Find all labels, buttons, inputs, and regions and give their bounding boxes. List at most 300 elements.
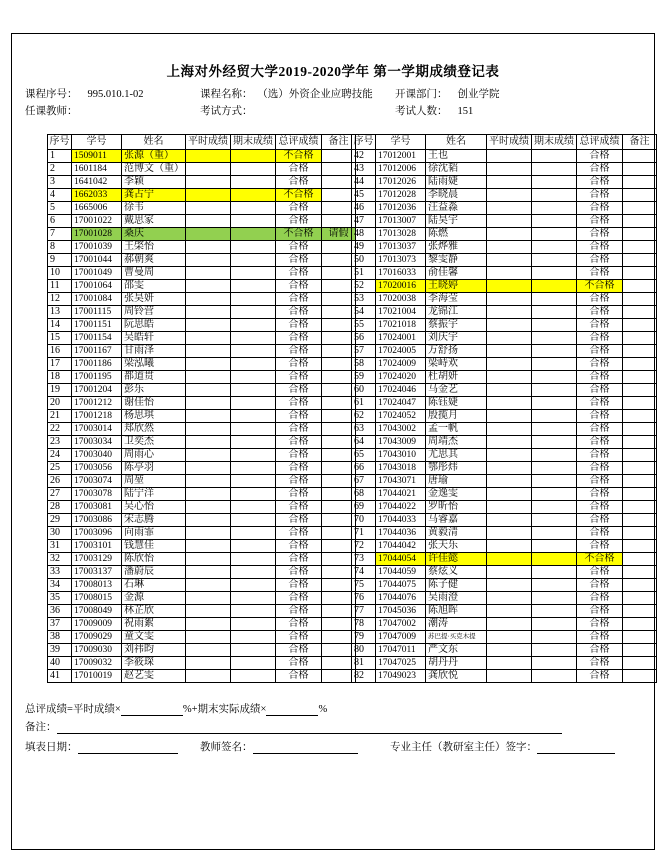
cell-note bbox=[623, 241, 657, 254]
cell-total-score: 合格 bbox=[276, 462, 322, 475]
cell-index: 21 bbox=[48, 410, 72, 423]
cell-student-name: 许佳懿 bbox=[426, 553, 487, 566]
table-row bbox=[48, 267, 356, 280]
cell-regular-score bbox=[487, 176, 532, 189]
cell-index: 49 bbox=[352, 241, 376, 254]
cell-student-name: 周靖杰 bbox=[426, 436, 487, 449]
cell-index: 51 bbox=[352, 267, 376, 280]
cell-total-score: 合格 bbox=[276, 670, 322, 683]
cell-index: 8 bbox=[48, 241, 72, 254]
cell-index: 79 bbox=[352, 631, 376, 644]
cell-index: 1 bbox=[48, 150, 72, 163]
cell-student-id: 17021018 bbox=[376, 319, 426, 332]
cell-regular-score bbox=[186, 657, 231, 670]
cell-final-score bbox=[231, 449, 276, 462]
cell-student-id: 1662033 bbox=[72, 189, 122, 202]
cell-final-score bbox=[231, 514, 276, 527]
table-row bbox=[352, 579, 657, 592]
cell-note bbox=[623, 293, 657, 306]
cell-student-id: 17003078 bbox=[72, 488, 122, 501]
cell-index: 68 bbox=[352, 488, 376, 501]
cell-student-id: 17024052 bbox=[376, 410, 426, 423]
cell-student-name: 陆昊宇 bbox=[426, 215, 487, 228]
table-row bbox=[352, 553, 657, 566]
cell-final-score bbox=[231, 150, 276, 163]
cell-index: 28 bbox=[48, 501, 72, 514]
cell-regular-score bbox=[186, 215, 231, 228]
cell-total-score: 合格 bbox=[276, 202, 322, 215]
fill-date-field bbox=[25, 739, 178, 754]
teacher-field bbox=[25, 103, 88, 118]
table-row bbox=[48, 410, 356, 423]
cell-index: 80 bbox=[352, 644, 376, 657]
cell-student-id: 17001151 bbox=[72, 319, 122, 332]
cell-total-score: 合格 bbox=[276, 475, 322, 488]
cell-student-name: 张烨雅 bbox=[426, 241, 487, 254]
cell-student-name: 胡丹丹 bbox=[426, 657, 487, 670]
cell-total-score: 合格 bbox=[577, 423, 623, 436]
cell-index: 22 bbox=[48, 423, 72, 436]
cell-regular-score bbox=[487, 254, 532, 267]
cell-final-score bbox=[231, 163, 276, 176]
table-row bbox=[48, 592, 356, 605]
cell-regular-score bbox=[186, 423, 231, 436]
teacher-signature-field bbox=[200, 739, 358, 754]
cell-regular-score bbox=[487, 514, 532, 527]
cell-total-score: 合格 bbox=[577, 670, 623, 683]
cell-index: 7 bbox=[48, 228, 72, 241]
cell-regular-score bbox=[487, 527, 532, 540]
table-row bbox=[352, 605, 657, 618]
table-row bbox=[48, 566, 356, 579]
cell-index: 62 bbox=[352, 410, 376, 423]
cell-student-id: 17044036 bbox=[376, 527, 426, 540]
table-row bbox=[48, 657, 356, 670]
cell-student-name: 石琳 bbox=[122, 579, 186, 592]
cell-total-score: 合格 bbox=[276, 423, 322, 436]
cell-regular-score bbox=[186, 202, 231, 215]
cell-regular-score bbox=[186, 189, 231, 202]
table-row bbox=[352, 189, 657, 202]
grade-formula bbox=[25, 701, 327, 716]
cell-final-score bbox=[532, 527, 577, 540]
cell-student-name: 范博文（重） bbox=[122, 163, 186, 176]
cell-final-score bbox=[532, 501, 577, 514]
table-row bbox=[48, 384, 356, 397]
cell-regular-score bbox=[186, 592, 231, 605]
cell-student-id: 17043009 bbox=[376, 436, 426, 449]
cell-final-score bbox=[231, 358, 276, 371]
cell-note bbox=[623, 644, 657, 657]
cell-final-score bbox=[532, 319, 577, 332]
table-row bbox=[352, 631, 657, 644]
department-value: 创业学院 bbox=[457, 89, 500, 100]
cell-final-score bbox=[231, 254, 276, 267]
cell-regular-score bbox=[487, 566, 532, 579]
column-header: 期末成绩 bbox=[532, 135, 577, 150]
cell-regular-score bbox=[487, 475, 532, 488]
cell-total-score: 合格 bbox=[577, 241, 623, 254]
cell-index: 10 bbox=[48, 267, 72, 280]
cell-student-name: 尤思其 bbox=[426, 449, 487, 462]
cell-index: 70 bbox=[352, 514, 376, 527]
cell-index: 73 bbox=[352, 553, 376, 566]
cell-regular-score bbox=[487, 488, 532, 501]
cell-index: 3 bbox=[48, 176, 72, 189]
table-row bbox=[352, 540, 657, 553]
cell-total-score: 合格 bbox=[276, 566, 322, 579]
cell-total-score: 合格 bbox=[276, 358, 322, 371]
cell-note bbox=[623, 670, 657, 683]
cell-total-score: 合格 bbox=[276, 657, 322, 670]
table-row bbox=[48, 670, 356, 683]
cell-index: 48 bbox=[352, 228, 376, 241]
exam-mode-label: 考试方式： bbox=[200, 106, 253, 117]
cell-final-score bbox=[532, 150, 577, 163]
cell-index: 9 bbox=[48, 254, 72, 267]
cell-index: 66 bbox=[352, 462, 376, 475]
cell-regular-score bbox=[487, 397, 532, 410]
cell-student-id: 17001186 bbox=[72, 358, 122, 371]
cell-final-score bbox=[532, 618, 577, 631]
cell-student-name: 蔡振宇 bbox=[426, 319, 487, 332]
cell-total-score: 合格 bbox=[577, 176, 623, 189]
table-row bbox=[352, 345, 657, 358]
cell-student-name: 王棨怡 bbox=[122, 241, 186, 254]
cell-note bbox=[623, 462, 657, 475]
cell-regular-score bbox=[487, 371, 532, 384]
column-header: 学号 bbox=[72, 135, 122, 150]
cell-student-name: 金源 bbox=[122, 592, 186, 605]
table-row bbox=[48, 605, 356, 618]
cell-student-name: 马睿嘉 bbox=[426, 514, 487, 527]
cell-regular-score bbox=[487, 306, 532, 319]
cell-student-id: 17013073 bbox=[376, 254, 426, 267]
formula-text-2: %+期末实际成绩× bbox=[182, 704, 267, 715]
cell-regular-score bbox=[487, 657, 532, 670]
cell-total-score: 不合格 bbox=[276, 189, 322, 202]
cell-index: 12 bbox=[48, 293, 72, 306]
table-row bbox=[48, 579, 356, 592]
cell-total-score: 不合格 bbox=[276, 150, 322, 163]
cell-index: 74 bbox=[352, 566, 376, 579]
cell-regular-score bbox=[487, 449, 532, 462]
cell-total-score: 合格 bbox=[577, 436, 623, 449]
cell-student-id: 17043010 bbox=[376, 449, 426, 462]
course-name-value: （选）外资企业应聘技能 bbox=[262, 89, 373, 100]
cell-regular-score bbox=[186, 566, 231, 579]
cell-final-score bbox=[231, 527, 276, 540]
cell-student-name: 马金艺 bbox=[426, 384, 487, 397]
cell-note bbox=[623, 176, 657, 189]
director-signature-field bbox=[390, 739, 615, 754]
cell-student-name: 潮涛 bbox=[426, 618, 487, 631]
cell-student-name: 吴皓轩 bbox=[122, 332, 186, 345]
table-row bbox=[352, 293, 657, 306]
table-row bbox=[48, 644, 356, 657]
cell-total-score: 合格 bbox=[577, 358, 623, 371]
cell-index: 46 bbox=[352, 202, 376, 215]
cell-index: 38 bbox=[48, 631, 72, 644]
cell-index: 43 bbox=[352, 163, 376, 176]
cell-index: 42 bbox=[352, 150, 376, 163]
cell-student-id: 17013007 bbox=[376, 215, 426, 228]
table-row bbox=[48, 228, 356, 241]
cell-final-score bbox=[231, 670, 276, 683]
formula-text-3: % bbox=[318, 704, 328, 715]
cell-final-score bbox=[532, 670, 577, 683]
table-row bbox=[48, 631, 356, 644]
cell-final-score bbox=[532, 371, 577, 384]
table-row bbox=[48, 423, 356, 436]
cell-total-score: 合格 bbox=[276, 501, 322, 514]
cell-regular-score bbox=[186, 280, 231, 293]
cell-student-name: 卫奕杰 bbox=[122, 436, 186, 449]
cell-index: 26 bbox=[48, 475, 72, 488]
cell-total-score: 合格 bbox=[577, 540, 623, 553]
cell-total-score: 合格 bbox=[276, 267, 322, 280]
cell-student-id: 17043071 bbox=[376, 475, 426, 488]
cell-student-id: 1665006 bbox=[72, 202, 122, 215]
column-header: 备注 bbox=[623, 135, 657, 150]
cell-regular-score bbox=[186, 163, 231, 176]
cell-final-score bbox=[532, 449, 577, 462]
cell-student-name: 王也 bbox=[426, 150, 487, 163]
cell-student-id: 17001167 bbox=[72, 345, 122, 358]
cell-final-score bbox=[532, 566, 577, 579]
cell-index: 39 bbox=[48, 644, 72, 657]
cell-student-id: 17013028 bbox=[376, 228, 426, 241]
cell-student-name: 刘庆宇 bbox=[426, 332, 487, 345]
cell-index: 24 bbox=[48, 449, 72, 462]
cell-student-name: 陈旭晖 bbox=[426, 605, 487, 618]
cell-final-score bbox=[532, 423, 577, 436]
cell-student-id: 17001044 bbox=[72, 254, 122, 267]
cell-note bbox=[623, 319, 657, 332]
cell-note bbox=[623, 202, 657, 215]
cell-note bbox=[623, 605, 657, 618]
cell-student-id: 17047002 bbox=[376, 618, 426, 631]
table-header bbox=[48, 135, 356, 150]
cell-index: 44 bbox=[352, 176, 376, 189]
course-number-value: 995.010.1-02 bbox=[87, 89, 144, 100]
table-row bbox=[48, 527, 356, 540]
cell-note: 请假 bbox=[322, 228, 356, 241]
cell-regular-score bbox=[487, 553, 532, 566]
cell-final-score bbox=[532, 397, 577, 410]
cell-final-score bbox=[532, 462, 577, 475]
cell-final-score bbox=[231, 592, 276, 605]
table-row bbox=[352, 176, 657, 189]
cell-final-score bbox=[532, 306, 577, 319]
cell-student-id: 17047011 bbox=[376, 644, 426, 657]
cell-note bbox=[623, 150, 657, 163]
cell-regular-score bbox=[487, 410, 532, 423]
cell-final-score bbox=[231, 397, 276, 410]
table-row bbox=[48, 280, 356, 293]
cell-note bbox=[623, 514, 657, 527]
cell-index: 41 bbox=[48, 670, 72, 683]
table-row bbox=[352, 423, 657, 436]
cell-student-id: 17012026 bbox=[376, 176, 426, 189]
table-row bbox=[352, 501, 657, 514]
table-row bbox=[352, 215, 657, 228]
cell-final-score bbox=[532, 605, 577, 618]
cell-final-score bbox=[231, 267, 276, 280]
cell-student-name: 孟一帆 bbox=[426, 423, 487, 436]
cell-final-score bbox=[231, 618, 276, 631]
table-row bbox=[352, 202, 657, 215]
cell-student-name: 陈子健 bbox=[426, 579, 487, 592]
cell-regular-score bbox=[487, 293, 532, 306]
cell-index: 4 bbox=[48, 189, 72, 202]
cell-final-score bbox=[532, 189, 577, 202]
cell-regular-score bbox=[186, 176, 231, 189]
table-body-right bbox=[352, 150, 657, 683]
table-row bbox=[48, 345, 356, 358]
column-header: 期末成绩 bbox=[231, 135, 276, 150]
table-row bbox=[352, 254, 657, 267]
cell-final-score bbox=[231, 605, 276, 618]
cell-index: 18 bbox=[48, 371, 72, 384]
cell-student-id: 17044021 bbox=[376, 488, 426, 501]
fill-date-blank bbox=[78, 743, 178, 754]
cell-final-score bbox=[532, 553, 577, 566]
cell-student-name: 李颖 bbox=[122, 176, 186, 189]
cell-final-score bbox=[231, 189, 276, 202]
cell-student-id: 17009029 bbox=[72, 631, 122, 644]
cell-final-score bbox=[231, 371, 276, 384]
cell-student-id: 17024020 bbox=[376, 371, 426, 384]
cell-regular-score bbox=[186, 332, 231, 345]
cell-index: 5 bbox=[48, 202, 72, 215]
cell-note bbox=[623, 397, 657, 410]
cell-final-score bbox=[532, 384, 577, 397]
cell-student-id: 17044059 bbox=[376, 566, 426, 579]
cell-final-score bbox=[532, 631, 577, 644]
cell-total-score: 合格 bbox=[577, 228, 623, 241]
table-row bbox=[352, 527, 657, 540]
column-header: 学号 bbox=[376, 135, 426, 150]
cell-regular-score bbox=[487, 150, 532, 163]
cell-total-score: 合格 bbox=[577, 293, 623, 306]
table-row bbox=[352, 397, 657, 410]
cell-final-score bbox=[532, 358, 577, 371]
cell-total-score: 合格 bbox=[276, 579, 322, 592]
cell-regular-score bbox=[186, 306, 231, 319]
cell-total-score: 合格 bbox=[276, 215, 322, 228]
course-number-label: 课程序号： bbox=[25, 89, 78, 100]
cell-student-id: 17020038 bbox=[376, 293, 426, 306]
table-row bbox=[352, 436, 657, 449]
cell-regular-score bbox=[487, 319, 532, 332]
cell-total-score: 合格 bbox=[276, 410, 322, 423]
table-row bbox=[352, 670, 657, 683]
cell-student-id: 17001115 bbox=[72, 306, 122, 319]
table-row bbox=[48, 475, 356, 488]
cell-total-score: 合格 bbox=[276, 449, 322, 462]
cell-student-name: 鄂彤炜 bbox=[426, 462, 487, 475]
cell-final-score bbox=[231, 631, 276, 644]
cell-index: 17 bbox=[48, 358, 72, 371]
remark-label: 备注： bbox=[25, 722, 57, 733]
table-row bbox=[352, 306, 657, 319]
cell-note bbox=[623, 423, 657, 436]
cell-total-score: 合格 bbox=[276, 397, 322, 410]
cell-regular-score bbox=[186, 267, 231, 280]
cell-regular-score bbox=[186, 241, 231, 254]
table-row bbox=[352, 657, 657, 670]
cell-total-score: 合格 bbox=[577, 475, 623, 488]
cell-total-score: 合格 bbox=[276, 306, 322, 319]
table-row bbox=[352, 384, 657, 397]
cell-index: 40 bbox=[48, 657, 72, 670]
director-signature-label: 专业主任（教研室主任）签字： bbox=[390, 742, 537, 753]
cell-student-id: 17001204 bbox=[72, 384, 122, 397]
cell-student-id: 17010019 bbox=[72, 670, 122, 683]
cell-student-name: 祝雨絮 bbox=[122, 618, 186, 631]
cell-student-name: 王晓婷 bbox=[426, 280, 487, 293]
cell-student-name: 童文雯 bbox=[122, 631, 186, 644]
cell-final-score bbox=[231, 553, 276, 566]
table-row bbox=[352, 163, 657, 176]
cell-student-name: 龚欣悦 bbox=[426, 670, 487, 683]
cell-regular-score bbox=[487, 189, 532, 202]
cell-final-score bbox=[231, 579, 276, 592]
cell-index: 67 bbox=[352, 475, 376, 488]
cell-student-name: 林芷欣 bbox=[122, 605, 186, 618]
cell-regular-score bbox=[186, 410, 231, 423]
cell-regular-score bbox=[487, 332, 532, 345]
cell-total-score: 合格 bbox=[577, 618, 623, 631]
cell-final-score bbox=[231, 176, 276, 189]
cell-student-id: 17047009 bbox=[376, 631, 426, 644]
cell-regular-score bbox=[186, 319, 231, 332]
cell-final-score bbox=[231, 319, 276, 332]
cell-regular-score bbox=[186, 475, 231, 488]
cell-regular-score bbox=[487, 384, 532, 397]
cell-total-score: 合格 bbox=[276, 254, 322, 267]
cell-total-score: 合格 bbox=[276, 618, 322, 631]
cell-final-score bbox=[231, 241, 276, 254]
cell-index: 11 bbox=[48, 280, 72, 293]
cell-total-score: 不合格 bbox=[577, 553, 623, 566]
cell-student-id: 17047025 bbox=[376, 657, 426, 670]
cell-total-score: 合格 bbox=[577, 345, 623, 358]
cell-student-name: 都道贯 bbox=[122, 371, 186, 384]
table-row bbox=[48, 319, 356, 332]
cell-student-name: 邵雯 bbox=[122, 280, 186, 293]
cell-note bbox=[623, 410, 657, 423]
cell-student-name: 张天乐 bbox=[426, 540, 487, 553]
cell-final-score bbox=[231, 280, 276, 293]
cell-note bbox=[623, 345, 657, 358]
cell-student-id: 17003081 bbox=[72, 501, 122, 514]
cell-student-name: 钱慧佳 bbox=[122, 540, 186, 553]
cell-regular-score bbox=[186, 293, 231, 306]
cell-index: 54 bbox=[352, 306, 376, 319]
table-row bbox=[352, 280, 657, 293]
cell-total-score: 合格 bbox=[577, 527, 623, 540]
cell-index: 78 bbox=[352, 618, 376, 631]
cell-student-name: 赵艺雯 bbox=[122, 670, 186, 683]
cell-total-score: 合格 bbox=[577, 384, 623, 397]
cell-index: 33 bbox=[48, 566, 72, 579]
cell-total-score: 合格 bbox=[577, 332, 623, 345]
director-signature-blank bbox=[537, 743, 615, 754]
cell-note bbox=[623, 384, 657, 397]
cell-student-id: 17003137 bbox=[72, 566, 122, 579]
